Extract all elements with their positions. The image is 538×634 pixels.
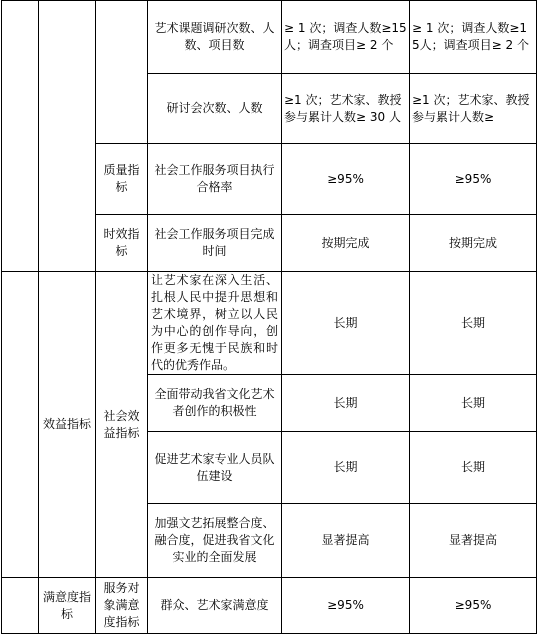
actual-value: 长期: [410, 432, 537, 504]
category-cell-empty: [2, 272, 39, 578]
category-label: 效益指标: [39, 272, 96, 578]
target-value: 长期: [282, 432, 410, 504]
target-value: 按期完成: [282, 215, 410, 272]
sub-indicator-label: 社会效益指标: [96, 272, 148, 578]
indicator-name: 让艺术家在深入生活、扎根人民中提升思想和艺术境界，树立以人民为中心的创作导向，创作更多无愧于民族和时代的优秀作品。: [148, 272, 282, 375]
table-row: [2, 578, 537, 634]
indicator-name: 社会工作服务项目完成时间: [148, 215, 282, 272]
category-cell-empty: [2, 578, 39, 634]
indicator-name: 群众、艺术家满意度: [148, 578, 282, 634]
target-value: 显著提高: [282, 504, 410, 578]
indicator-name: 全面带动我省文化艺术者创作的积极性: [148, 375, 282, 432]
table-row: [2, 1, 537, 74]
actual-value: 长期: [410, 375, 537, 432]
sub-indicator-cell-empty: [96, 1, 148, 144]
actual-value: 长期: [410, 272, 537, 375]
subcategory-cell-empty: [39, 1, 96, 272]
indicator-name: 促进艺术家专业人员队伍建设: [148, 432, 282, 504]
actual-value: 按期完成: [410, 215, 537, 272]
performance-indicator-table: [1, 0, 537, 634]
indicator-name: 艺术课题调研次数、人数、项目数: [148, 1, 282, 74]
table-row: [2, 272, 537, 375]
actual-value: 显著提高: [410, 504, 537, 578]
target-value: ≥95%: [282, 144, 410, 215]
category-label: 满意度指标: [39, 578, 96, 634]
indicator-name: 研讨会次数、人数: [148, 74, 282, 144]
indicator-name: 社会工作服务项目执行合格率: [148, 144, 282, 215]
category-cell-empty: [2, 1, 39, 272]
actual-value: ≥ 1 次；调查人数≥15人；调查项目≥ 2 个: [410, 1, 537, 74]
sub-indicator-label: 质量指标: [96, 144, 148, 215]
indicator-name: 加强文艺拓展整合度、融合度，促进我省文化实业的全面发展: [148, 504, 282, 578]
target-value: ≥95%: [282, 578, 410, 634]
sub-indicator-label: 服务对象满意度指标: [96, 578, 148, 634]
target-value: 长期: [282, 272, 410, 375]
actual-value: ≥95%: [410, 578, 537, 634]
actual-value: ≥95%: [410, 144, 537, 215]
sub-indicator-label: 时效指标: [96, 215, 148, 272]
target-value: ≥1 次；艺术家、教授参与累计人数≥ 30 人: [282, 74, 410, 144]
target-value: ≥ 1 次；调查人数≥15人；调查项目≥ 2 个: [282, 1, 410, 74]
target-value: 长期: [282, 375, 410, 432]
actual-value: ≥1 次；艺术家、教授参与累计人数≥: [410, 74, 537, 144]
